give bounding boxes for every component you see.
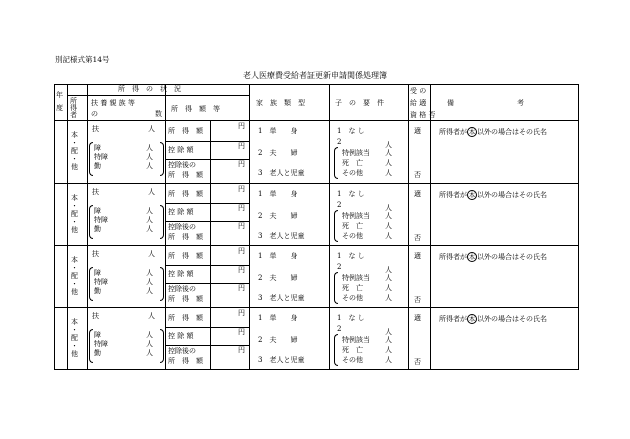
header-dependents-1: 扶 養 親 族 等 (91, 99, 135, 107)
income-after-2: 所 得 額 (168, 295, 203, 303)
remark-prefix: 所得者が (439, 253, 467, 261)
eligible-ng: 否 (414, 171, 421, 179)
dep-kin: 勤 (94, 349, 101, 357)
left-bracket (334, 272, 338, 304)
unit-yen: 円 (238, 284, 245, 292)
earner-option-char: ・ (71, 202, 78, 210)
dep-sho: 障 (94, 269, 101, 277)
circled-hon: 本 (468, 128, 476, 136)
child-unit: 人 (385, 222, 392, 230)
child-unit: 人 (385, 149, 392, 157)
header-dependents-2b: 数 (155, 110, 162, 118)
unit-yen: 円 (238, 222, 245, 230)
left-bracket (89, 329, 93, 363)
eligible-ok: 適 (414, 190, 421, 198)
earner-option-char: 他 (71, 350, 78, 358)
circled-hon: 本 (468, 253, 476, 261)
income-after-1: 控除後の (168, 347, 196, 355)
child-sonota: その他 (342, 169, 363, 177)
income-vrule (210, 120, 211, 183)
child-sonota: その他 (342, 294, 363, 302)
child-unit: 人 (385, 141, 392, 149)
income-subrule (165, 159, 249, 160)
dep-sho-unit: 人 (146, 144, 153, 152)
income-subrule (165, 203, 249, 204)
income-after-2: 所 得 額 (168, 357, 203, 365)
header-dependents-2a: の (91, 110, 98, 118)
earner-option-char: 本 (71, 256, 78, 264)
remark-prefix: 所得者が (439, 128, 467, 136)
header-eligible-mid: 給 適 (410, 99, 427, 107)
dep-fu: 扶 (92, 125, 99, 133)
dep-kin-unit: 人 (146, 287, 153, 295)
header-earner-2: 得 (70, 104, 77, 112)
family-single: 1 単 身 (258, 252, 298, 260)
income-vrule (210, 183, 211, 245)
row-rule (54, 183, 578, 184)
remark-suffix: 以外の場合はその氏名 (477, 191, 547, 199)
child-shibo: 死 亡 (342, 159, 363, 167)
unit-yen: 円 (238, 328, 245, 336)
dep-fu-unit: 人 (148, 312, 155, 320)
row-rule (54, 245, 578, 246)
child-unit: 人 (385, 328, 392, 336)
dep-fu: 扶 (92, 312, 99, 320)
income-after-2: 所 得 額 (168, 233, 203, 241)
dep-sho-unit: 人 (146, 207, 153, 215)
child-tokurei: 特例該当 (342, 336, 370, 344)
column-rule (430, 84, 431, 370)
earner-option-char: ・ (71, 280, 78, 288)
earner-option-char: ・ (71, 155, 78, 163)
eligible-ng: 否 (414, 296, 421, 304)
dep-kin-unit: 人 (146, 225, 153, 233)
unit-yen: 円 (238, 309, 245, 317)
circled-hon: 本 (468, 191, 476, 199)
remark-prefix: 所得者が (439, 315, 467, 323)
income-subrule (165, 345, 249, 346)
income-subrule (165, 141, 249, 142)
dep-kin: 勤 (94, 162, 101, 170)
dep-tokusho: 特障 (94, 216, 108, 224)
child-none: 1 な し (337, 190, 365, 198)
child-none: 1 な し (337, 252, 365, 260)
child-tokurei: 特例該当 (342, 149, 370, 157)
income-vrule (210, 245, 211, 307)
header-earner-3: 者 (70, 111, 77, 119)
column-rule (408, 84, 409, 370)
income-shotoku: 所 得 額 (168, 314, 203, 322)
income-kojo: 控 除 額 (168, 332, 194, 340)
income-kojo: 控 除 額 (168, 208, 194, 216)
child-unit: 人 (385, 212, 392, 220)
right-bracket (160, 142, 164, 176)
earner-option-char: 他 (71, 226, 78, 234)
dep-sho: 障 (94, 207, 101, 215)
dep-kin: 勤 (94, 225, 101, 233)
remark-suffix: 以外の場合はその氏名 (477, 253, 547, 261)
header-remarks: 備 考 (447, 99, 524, 107)
earner-option-char: ・ (71, 218, 78, 226)
family-couple: 2 夫 婦 (258, 274, 298, 282)
unit-yen: 円 (238, 266, 245, 274)
left-bracket (334, 147, 338, 179)
right-bracket (160, 205, 164, 239)
child-unit: 人 (385, 169, 392, 177)
header-earner-1: 所 (70, 97, 77, 105)
dep-fu-unit: 人 (148, 125, 155, 133)
form-label: 別記様式第14号 (55, 55, 110, 64)
eligible-ok: 適 (414, 252, 421, 260)
income-subrule (165, 327, 249, 328)
income-after-2: 所 得 額 (168, 171, 203, 179)
dep-fu-unit: 人 (148, 250, 155, 258)
family-elder-child: 3 老人と児童 (258, 294, 305, 302)
earner-option-char: ・ (71, 326, 78, 334)
child-unit: 人 (385, 294, 392, 302)
dep-sho: 障 (94, 144, 101, 152)
earner-option-char: ・ (71, 264, 78, 272)
earner-option-char: 他 (71, 163, 78, 171)
remark-prefix: 所得者が (439, 191, 467, 199)
unit-yen: 円 (238, 142, 245, 150)
header-income-amount: 所 得 額 等 (171, 105, 220, 113)
child-2: 2 (337, 138, 342, 146)
right-bracket (160, 329, 164, 363)
left-bracket (89, 267, 93, 301)
child-unit: 人 (385, 266, 392, 274)
column-rule (578, 84, 579, 370)
family-elder-child: 3 老人と児童 (258, 232, 305, 240)
eligible-ng: 否 (414, 358, 421, 366)
row-rule (54, 307, 578, 308)
unit-yen: 円 (238, 160, 245, 168)
remark-suffix: 以外の場合はその氏名 (477, 128, 547, 136)
header-income-status: 所 得 の 状 況 (118, 85, 181, 93)
child-unit: 人 (385, 159, 392, 167)
income-group-rule (67, 95, 249, 96)
dep-fu-unit: 人 (148, 188, 155, 196)
child-unit: 人 (385, 336, 392, 344)
family-elder-child: 3 老人と児童 (258, 356, 305, 364)
column-rule (67, 84, 68, 370)
header-year-1: 年 (56, 91, 63, 99)
form-title: 老人医療費受給者証更新申請関係処理簿 (243, 71, 387, 80)
dep-tokusho-unit: 人 (146, 340, 153, 348)
remark-text (439, 190, 547, 200)
child-2: 2 (337, 263, 342, 271)
earner-option-char: 配 (71, 334, 78, 342)
column-rule (329, 84, 330, 370)
dep-fu: 扶 (92, 250, 99, 258)
remark-text (439, 127, 547, 137)
unit-yen: 円 (238, 247, 245, 255)
dep-sho: 障 (94, 331, 101, 339)
family-couple: 2 夫 婦 (258, 336, 298, 344)
earner-option-char: ・ (71, 139, 78, 147)
eligible-ng: 否 (414, 234, 421, 242)
header-child-req: 子 の 要 件 (335, 99, 384, 107)
unit-yen: 円 (238, 204, 245, 212)
income-subrule (165, 265, 249, 266)
child-shibo: 死 亡 (342, 222, 363, 230)
income-subrule (165, 283, 249, 284)
unit-yen: 円 (238, 122, 245, 130)
family-couple: 2 夫 婦 (258, 212, 298, 220)
income-kojo: 控 除 額 (168, 270, 194, 278)
child-tokurei: 特例該当 (342, 274, 370, 282)
circled-hon: 本 (468, 315, 476, 323)
unit-yen: 円 (238, 346, 245, 354)
child-unit: 人 (385, 356, 392, 364)
remark-suffix: 以外の場合はその氏名 (477, 315, 547, 323)
child-none: 1 な し (337, 314, 365, 322)
earner-option-char: 本 (71, 131, 78, 139)
dep-kin: 勤 (94, 287, 101, 295)
dep-fu: 扶 (92, 188, 99, 196)
child-tokurei: 特例該当 (342, 212, 370, 220)
child-shibo: 死 亡 (342, 284, 363, 292)
dep-tokusho-unit: 人 (146, 216, 153, 224)
column-rule (54, 84, 55, 370)
earner-option-char: 他 (71, 288, 78, 296)
dep-tokusho-unit: 人 (146, 278, 153, 286)
column-rule (87, 84, 88, 370)
header-bottom-rule (54, 120, 578, 121)
unit-yen: 円 (238, 185, 245, 193)
child-2: 2 (337, 201, 342, 209)
dep-tokusho: 特障 (94, 153, 108, 161)
income-shotoku: 所 得 額 (168, 127, 203, 135)
eligible-ok: 適 (414, 127, 421, 135)
header-eligible-bot: 資 格 否 (410, 111, 436, 119)
child-shibo: 死 亡 (342, 346, 363, 354)
earner-option-char: 配 (71, 147, 78, 155)
child-unit: 人 (385, 284, 392, 292)
header-eligible-top: 受 の (410, 87, 427, 95)
income-shotoku: 所 得 額 (168, 252, 203, 260)
left-bracket (89, 205, 93, 239)
dep-kin-unit: 人 (146, 162, 153, 170)
remark-text (439, 252, 547, 262)
header-year-2: 度 (56, 104, 63, 112)
column-rule (249, 84, 250, 370)
eligible-ok: 適 (414, 314, 421, 322)
left-bracket (334, 334, 338, 366)
dep-tokusho-unit: 人 (146, 153, 153, 161)
row-rule (54, 369, 578, 370)
left-bracket (334, 210, 338, 242)
child-unit: 人 (385, 274, 392, 282)
dep-kin-unit: 人 (146, 349, 153, 357)
family-elder-child: 3 老人と児童 (258, 169, 305, 177)
child-sonota: その他 (342, 356, 363, 364)
family-single: 1 単 身 (258, 127, 298, 135)
dep-tokusho: 特障 (94, 340, 108, 348)
child-unit: 人 (385, 232, 392, 240)
dep-tokusho: 特障 (94, 278, 108, 286)
earner-option-char: 配 (71, 210, 78, 218)
child-sonota: その他 (342, 232, 363, 240)
left-bracket (89, 142, 93, 176)
earner-option-char: 本 (71, 318, 78, 326)
dep-sho-unit: 人 (146, 269, 153, 277)
family-single: 1 単 身 (258, 190, 298, 198)
income-after-1: 控除後の (168, 161, 196, 169)
header-family-type: 家 族 類 型 (256, 99, 305, 107)
family-couple: 2 夫 婦 (258, 149, 298, 157)
dep-sho-unit: 人 (146, 331, 153, 339)
income-vrule (210, 307, 211, 369)
right-bracket (160, 267, 164, 301)
child-unit: 人 (385, 346, 392, 354)
income-after-1: 控除後の (168, 223, 196, 231)
earner-option-char: 配 (71, 272, 78, 280)
child-2: 2 (337, 325, 342, 333)
income-subrule (165, 221, 249, 222)
family-single: 1 単 身 (258, 314, 298, 322)
child-unit: 人 (385, 204, 392, 212)
earner-option-char: 本 (71, 194, 78, 202)
income-kojo: 控 除 額 (168, 146, 194, 154)
remark-text (439, 314, 547, 324)
income-after-1: 控除後の (168, 285, 196, 293)
income-shotoku: 所 得 額 (168, 190, 203, 198)
earner-option-char: ・ (71, 342, 78, 350)
child-none: 1 な し (337, 127, 365, 135)
